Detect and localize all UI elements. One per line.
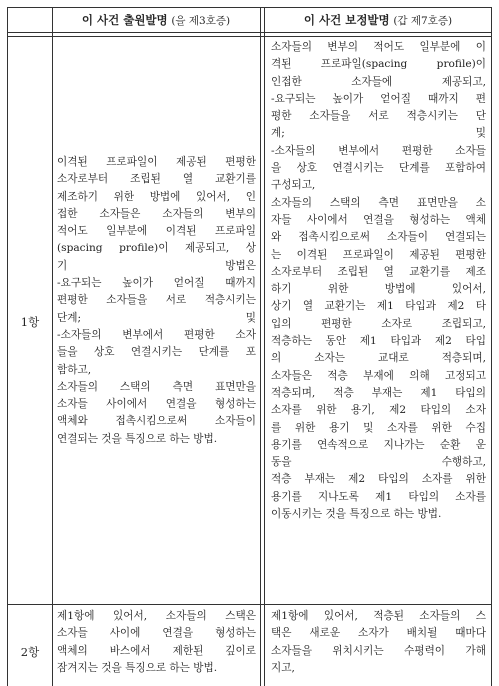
text-line: 를 위한 용기 및 소자를 위한 수집 [271,421,486,434]
text-line: -요구되는 높이가 얻어질 때까지 [57,277,256,290]
text-line: 와 접촉시킴으로써 소자들이 연결되는 [271,231,486,244]
text-line: 지고, [271,661,295,674]
text-line: 평한 소자들을 서로 적층시키는 단 [271,110,486,123]
text-line: -소자들의 변부에서 편평한 소자들 [271,144,486,157]
text-line: 소자들은 적층 부재에 의해 고정되고 [271,369,486,382]
text-line: 구성되고, [271,179,316,192]
text-line: 단계; 및 [57,311,256,324]
row-label: 1항 [20,315,40,329]
text-line: 들을 상호 연결시키는 단계를 포 [57,346,256,359]
column-divider-double [260,8,265,686]
text-line: 입의 편평한 소자로 조립되고, [271,317,486,330]
text-line: 이동시키는 것을 특징으로 하는 방법. [271,508,442,521]
claims-comparison-table [7,7,492,686]
header-right [264,8,492,32]
text-line: -소자들의 변부에서 편평한 소자 [57,328,256,341]
header-left-sub: (을 제3호증) [171,15,231,27]
text-line: 소자들을 위치시키는 수평력이 가해 [271,644,486,657]
header-divider [8,32,491,37]
text-line: 하기 위한 방법에 있어서, [271,283,486,296]
header-right-title: 이 사건 보정발명 [303,13,390,27]
text-line: 을 상호 연결시키는 단계를 포함하여 [271,162,486,175]
text-line: 적층 부재는 제2 타입의 소자를 위한 [271,473,486,486]
claim-original-text [57,608,256,677]
text-line: 적층되며, 적층 부재는 제1 타입의 [271,386,486,399]
text-line: 동을 수행하고, [271,456,486,469]
text-line: 상기 열 교환기는 제1 타입과 제2 타 [271,300,486,313]
text-line: 계; 및 [271,127,486,140]
text-line: 편평한 소자들을 서로 적층시키는 [57,294,256,307]
text-line: 제조하기 위한 방법에 있어서, 인 [57,190,256,203]
text-line: 격된 프로파일(spacing profile)이 [271,58,486,71]
text-line: 용기를 연속적으로 지나가는 순환 운 [271,438,486,451]
text-line: 함하고, [57,363,92,376]
text-line: 제1항에 있어서, 적층된 소자들의 스 [271,610,486,622]
text-line: 소자들 사이에 연결을 형성하는 [57,627,256,640]
text-line: 소자를 위한 용기, 제2 타입의 소자 [271,404,486,417]
claim-original-text [57,154,256,448]
row-label: 2항 [20,645,40,659]
header-right-sub: (갑 제7호증) [393,15,453,27]
header-left-title: 이 사건 출원발명 [81,13,168,27]
text-line: 적어도 일부분에 이격된 프로파일 [57,225,256,238]
text-line: 액체와 접촉시킴으로써 소자들이 [57,415,256,428]
row-divider [8,604,491,605]
text-line: 인접한 소자들에 제공되고, [271,75,486,88]
text-line: 적층하는 동안 제1 타입과 제2 타입 [271,335,486,348]
text-line: (spacing profile)이 제공되고, 상 [57,242,256,255]
text-line: 소자들의 스택의 측면 표면만을 소 [271,196,486,209]
text-line: 연결되는 것을 특징으로 하는 방법. [57,432,218,445]
text-line: 소자로부터 조립된 열 교환기를 제조 [271,265,486,278]
text-line: 소자들의 변부의 적어도 일부분에 이 [271,41,486,53]
header-left [52,8,260,32]
text-line: 는 이격된 프로파일이 제공된 편평한 [271,248,486,261]
text-line: 잠겨지는 것을 특징으로 하는 방법. [57,661,218,674]
text-line: 접한 소자들은 소자들의 변부의 [57,207,256,220]
text-line: 자들 사이에서 연결을 형성하는 액체 [271,213,486,226]
text-line: 이격된 프로파일이 제공된 편평한 [57,156,256,168]
column-divider [52,8,53,686]
claim-amended-text [271,39,486,523]
text-line: 택은 새로운 소자가 배치될 때마다 [271,627,486,640]
text-line: 의 소자는 교대로 적층되며, [271,352,486,365]
text-line: 소자들의 스택의 측면 표면만을 [57,380,256,393]
text-line: 기 방법은 [57,259,256,272]
text-line: 소자들 사이에서 연결을 형성하는 [57,398,256,411]
claim-amended-text [271,608,486,677]
text-line: 소자로부터 조립된 열 교환기를 [57,173,256,186]
text-line: -요구되는 높이가 얻어질 때까지 편 [271,92,486,105]
text-line: 용기를 지나도록 제1 타입의 소자를 [271,490,486,503]
text-line: 제1항에 있어서, 소자들의 스택은 [57,610,256,622]
text-line: 액체의 바스에서 제한된 깊이로 [57,644,256,657]
